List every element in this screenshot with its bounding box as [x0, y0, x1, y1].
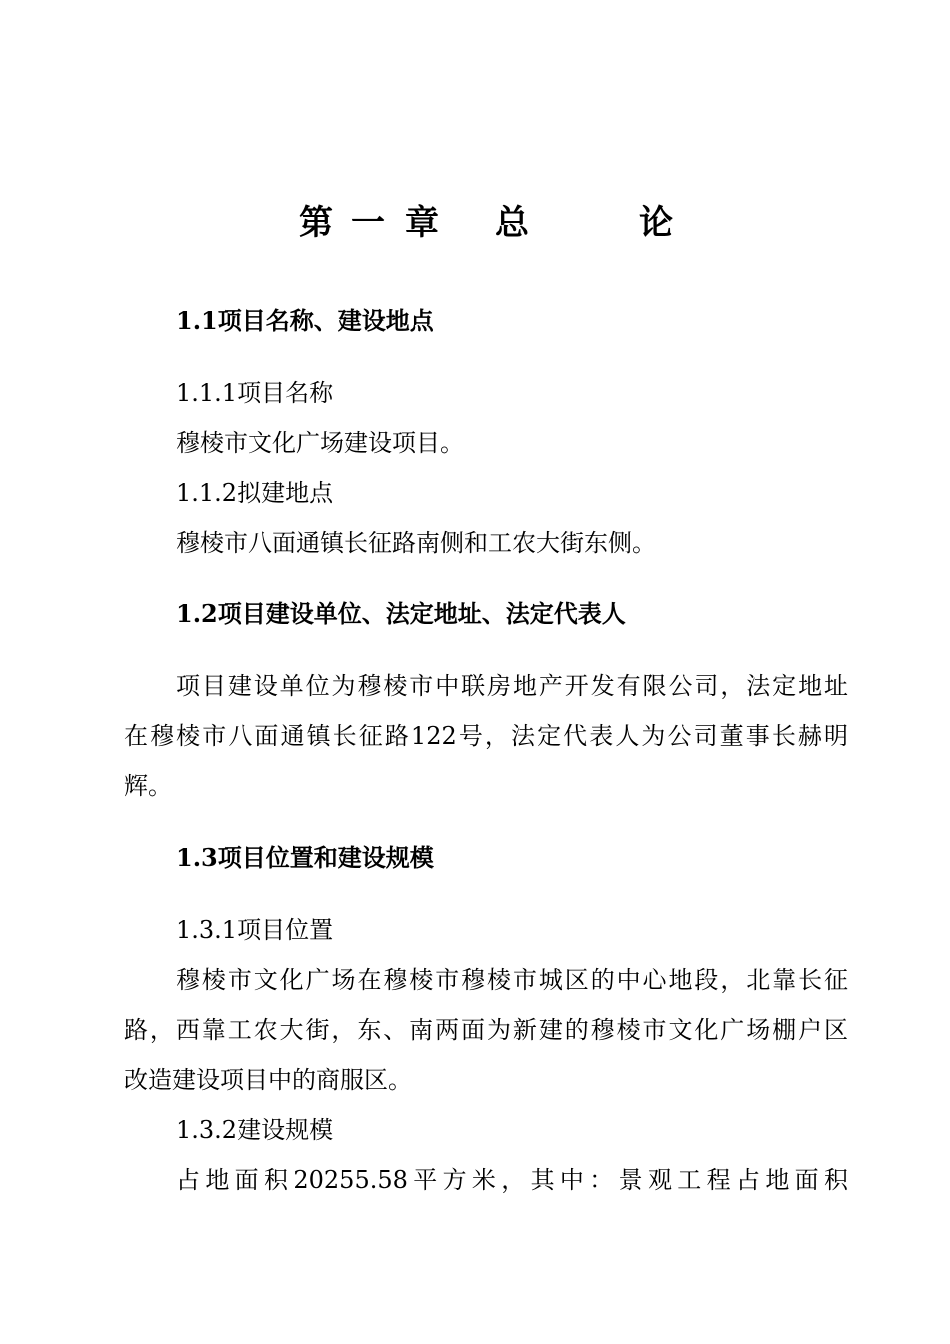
- chapter-title-char: 章: [405, 203, 439, 243]
- paragraph-line: 路，西靠工农大街，东、南两面为新建的穆棱市文化广场棚户区: [124, 1016, 848, 1044]
- subsection-label-1-1-2: 1.1.2拟建地点: [176, 479, 334, 507]
- section-heading-1-3: 1.3项目位置和建设规模: [176, 843, 434, 872]
- paragraph-line: 穆棱市八面通镇长征路南侧和工农大街东侧。: [176, 529, 656, 557]
- subsection-label-1-3-1: 1.3.1项目位置: [176, 916, 334, 944]
- subsection-label-1-3-2: 1.3.2建设规模: [176, 1116, 334, 1144]
- section-heading-1-1: 1.1项目名称、建设地点: [176, 306, 434, 335]
- chapter-title-char: 总: [495, 203, 529, 243]
- section-heading-1-2: 1.2项目建设单位、法定地址、法定代表人: [176, 599, 626, 628]
- paragraph-line: 占地面积20255.58平方米，其中：景观工程占地面积: [176, 1166, 848, 1194]
- paragraph-line: 项目建设单位为穆棱市中联房地产开发有限公司，法定地址: [176, 672, 848, 700]
- chapter-title-char: 一: [351, 203, 385, 243]
- paragraph-line: 穆棱市文化广场建设项目。: [176, 429, 464, 457]
- paragraph-line: 改造建设项目中的商服区。: [124, 1066, 412, 1094]
- paragraph-line: 辉。: [124, 772, 172, 800]
- subsection-label-1-1-1: 1.1.1项目名称: [176, 379, 334, 407]
- chapter-title-char: 第: [299, 203, 333, 243]
- chapter-title-char: 论: [639, 203, 673, 243]
- paragraph-line: 穆棱市文化广场在穆棱市穆棱市城区的中心地段，北靠长征: [176, 966, 848, 994]
- paragraph-line: 在穆棱市八面通镇长征路122号，法定代表人为公司董事长赫明: [124, 722, 848, 750]
- chapter-title: [0, 198, 950, 248]
